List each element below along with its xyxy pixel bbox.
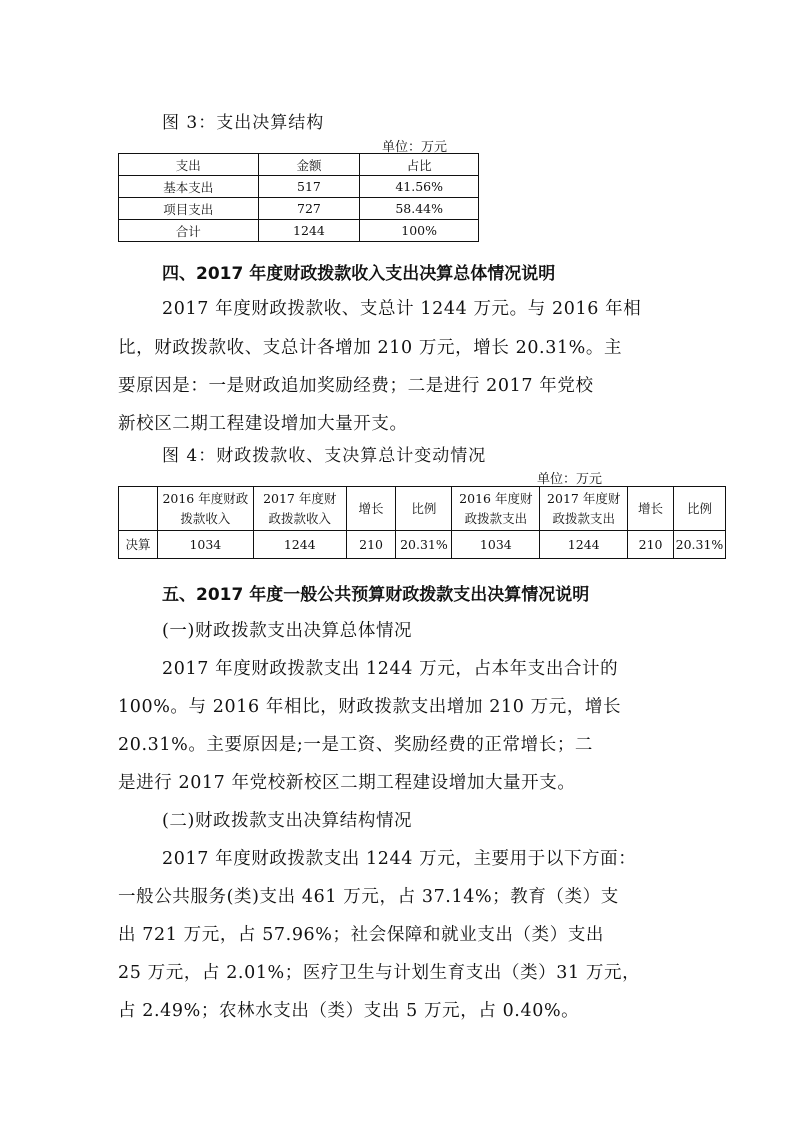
table-row	[119, 531, 726, 559]
table-cell: 41.56%	[360, 176, 479, 198]
table-row	[119, 198, 479, 220]
table-cell: 1034	[157, 531, 253, 559]
paragraph-line: 比，财政拨款收、支总计各增加 210 万元，增长 20.31%。主	[118, 338, 623, 358]
table-header-cell: 支出	[119, 154, 259, 176]
paragraph-line: 新校区二期工程建设增加大量开支。	[118, 414, 408, 434]
table-header-cell: 2016 年度财 政拨款支出	[452, 487, 540, 531]
paragraph-line: 2017 年度财政拨款支出 1244 万元，主要用于以下方面：	[162, 849, 637, 869]
table-row	[119, 220, 479, 242]
table-header-cell	[119, 487, 158, 531]
subheading: (二)财政拨款支出决算结构情况	[162, 811, 413, 831]
table-cell: 项目支出	[119, 198, 259, 220]
table-header-cell: 比例	[396, 487, 452, 531]
paragraph-line: 100%。与 2016 年相比，财政拨款支出增加 210 万元，增长	[118, 697, 622, 717]
table-cell: 合计	[119, 220, 259, 242]
paragraph-line: 出 721 万元，占 57.96%；社会保障和就业支出（类）支出	[118, 925, 605, 945]
section4-heading: 四、2017 年度财政拨款收入支出决算总体情况说明	[162, 264, 556, 284]
paragraph-line: 20.31%。主要原因是;一是工资、奖励经费的正常增长；二	[118, 735, 594, 755]
paragraph-line: 一般公共服务(类)支出 461 万元，占 37.14%；教育（类）支	[118, 887, 619, 907]
figure4-unit: 单位：万元	[537, 472, 603, 487]
table-header-cell: 2016 年度财政 拨款收入	[157, 487, 253, 531]
figure3-table	[118, 153, 479, 242]
table-header-row	[119, 154, 479, 176]
table-header-row	[119, 487, 726, 531]
table-header-cell: 金额	[258, 154, 360, 176]
table-cell: 517	[258, 176, 360, 198]
paragraph-line: 是进行 2017 年党校新校区二期工程建设增加大量开支。	[118, 773, 576, 793]
table-cell: 100%	[360, 220, 479, 242]
figure4-table	[118, 486, 726, 559]
table-cell: 1244	[258, 220, 360, 242]
table-cell: 727	[258, 198, 360, 220]
figure3-unit: 单位：万元	[382, 140, 448, 155]
table-cell: 20.31%	[396, 531, 452, 559]
table-cell: 210	[628, 531, 674, 559]
table-cell: 1034	[452, 531, 540, 559]
table-header-cell: 比例	[673, 487, 725, 531]
table-cell: 1244	[253, 531, 346, 559]
table-cell: 210	[346, 531, 396, 559]
figure3-title: 图 3：支出决算结构	[162, 113, 325, 133]
table-header-cell: 占比	[360, 154, 479, 176]
table-header-cell: 增长	[628, 487, 674, 531]
section5-heading: 五、2017 年度一般公共预算财政拨款支出决算情况说明	[162, 585, 590, 605]
table-cell: 58.44%	[360, 198, 479, 220]
paragraph-line: 要原因是：一是财政追加奖励经费；二是进行 2017 年党校	[118, 376, 594, 396]
subheading: (一)财政拨款支出决算总体情况	[162, 621, 413, 641]
table-cell: 基本支出	[119, 176, 259, 198]
table-cell: 20.31%	[673, 531, 725, 559]
table-cell: 决算	[119, 531, 158, 559]
table-cell: 1244	[540, 531, 628, 559]
paragraph-line: 2017 年度财政拨款支出 1244 万元，占本年支出合计的	[162, 659, 619, 679]
paragraph-line: 25 万元，占 2.01%；医疗卫生与计划生育支出（类）31 万元，	[118, 963, 641, 983]
table-header-cell: 增长	[346, 487, 396, 531]
figure4-title: 图 4：财政拨款收、支决算总计变动情况	[162, 446, 487, 466]
table-row	[119, 176, 479, 198]
table-header-cell: 2017 年度财 政拨款支出	[540, 487, 628, 531]
paragraph-line: 2017 年度财政拨款收、支总计 1244 万元。与 2016 年相	[162, 299, 642, 319]
table-header-cell: 2017 年度财 政拨款收入	[253, 487, 346, 531]
paragraph-line: 占 2.49%；农林水支出（类）支出 5 万元，占 0.40%。	[118, 1001, 580, 1021]
